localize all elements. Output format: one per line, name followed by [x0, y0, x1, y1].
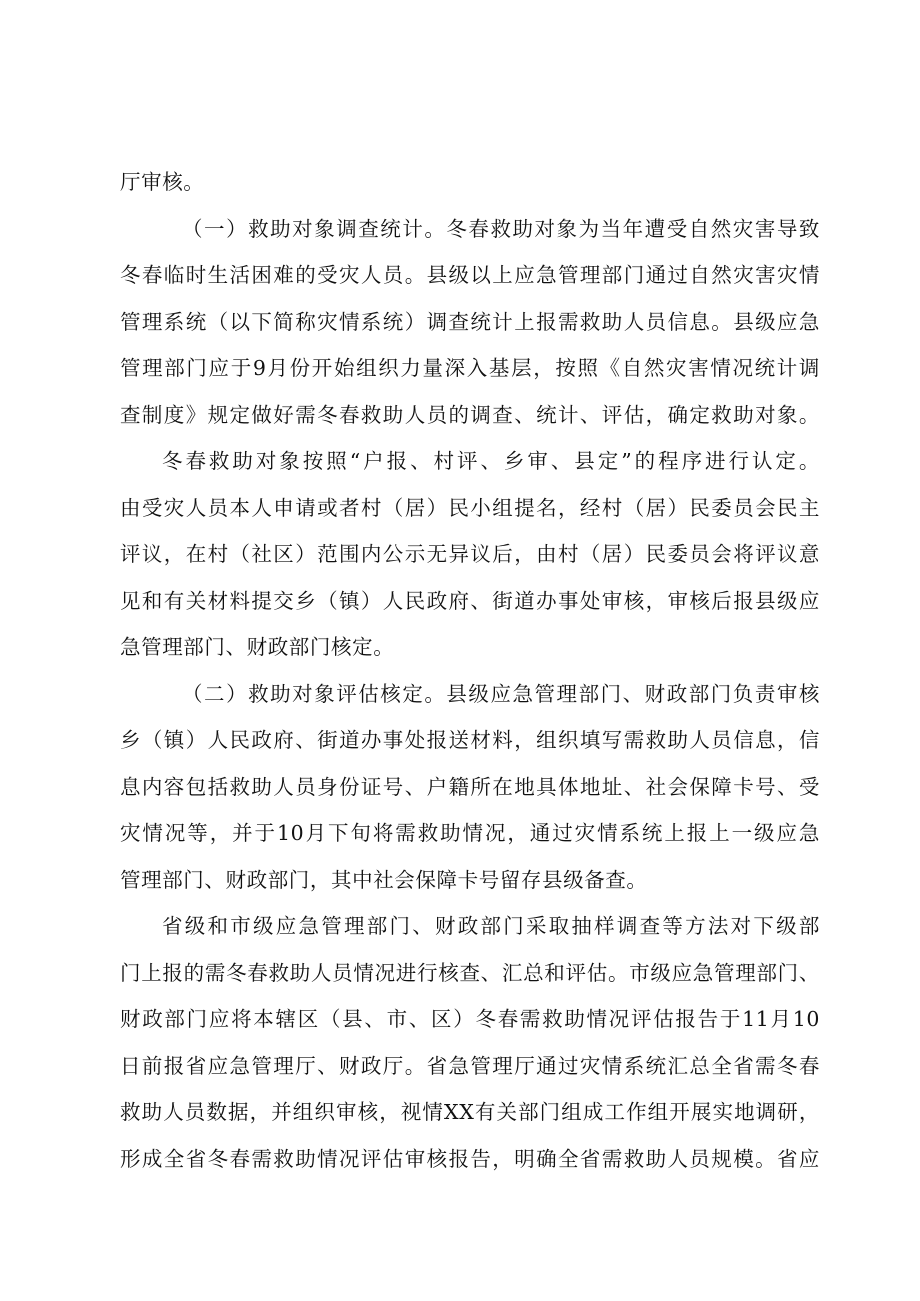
text-line: 管理部门应于9月份开始组织力量深入基层，按照《自然灾害情况统计调 [120, 356, 820, 380]
text-line: 灾情况等，并于10月下旬将需救助情况，通过灾情系统上报上一级应急 [120, 821, 820, 845]
text-line: 急管理部门、财政部门核定。 [120, 635, 395, 659]
text-line: 财政部门应将本辖区（县、市、区）冬春需救助情况评估报告于11月10 [120, 1007, 820, 1031]
document-body [120, 159, 820, 1182]
text-line: 日前报省应急管理厅、财政厅。省急管理厅通过灾情系统汇总全省需冬春 [120, 1053, 820, 1078]
text-line: 形成全省冬春需救助情况评估审核报告，明确全省需救助人员规模。省应 [120, 1146, 820, 1171]
text-line: 见和有关材料提交乡（镇）人民政府、街道办事处审核，审核后报县级应 [120, 588, 820, 613]
text-line: 查制度》规定做好需冬春救助人员的调查、统计、评估，确定救助对象。 [120, 402, 820, 427]
text-line: 门上报的需冬春救助人员情况进行核查、汇总和评估。市级应急管理部门、 [120, 960, 820, 985]
text-line: 息内容包括救助人员身份证号、户籍所在地具体地址、社会保障卡号、受 [120, 774, 820, 799]
text-line: 评议，在村（社区）范围内公示无异议后，由村（居）民委员会将评议意 [120, 542, 820, 566]
paragraph-start-line: 省级和市级应急管理部门、财政部门采取抽样调查等方法对下级部 [162, 914, 820, 938]
text-line: 冬春临时生活困难的受灾人员。县级以上应急管理部门通过自然灾害灾情 [120, 263, 820, 287]
text-line: 救助人员数据，并组织审核，视情XX有关部门组成工作组开展实地调研， [120, 1100, 820, 1124]
text-line: 管理系统（以下简称灾情系统）调查统计上报需救助人员信息。县级应急 [120, 309, 820, 334]
text-line: 由受灾人员本人申请或者村（居）民小组提名，经村（居）民委员会民主 [120, 495, 820, 520]
text-line: 厅审核。 [120, 170, 205, 194]
paragraph-start-line: 冬春救助对象按照“户报、村评、乡审、县定”的程序进行认定。 [162, 449, 820, 473]
text-line: 管理部门、财政部门，其中社会保障卡号留存县级备查。 [120, 867, 648, 892]
text-line: 乡（镇）人民政府、街道办事处报送材料，组织填写需救助人员信息，信 [120, 728, 820, 752]
section-heading-2-line: （二）救助对象评估核定。县级应急管理部门、财政部门负责审核 [182, 681, 820, 706]
section-heading-1-line: （一）救助对象调查统计。冬春救助对象为当年遭受自然灾害导致 [182, 216, 820, 241]
